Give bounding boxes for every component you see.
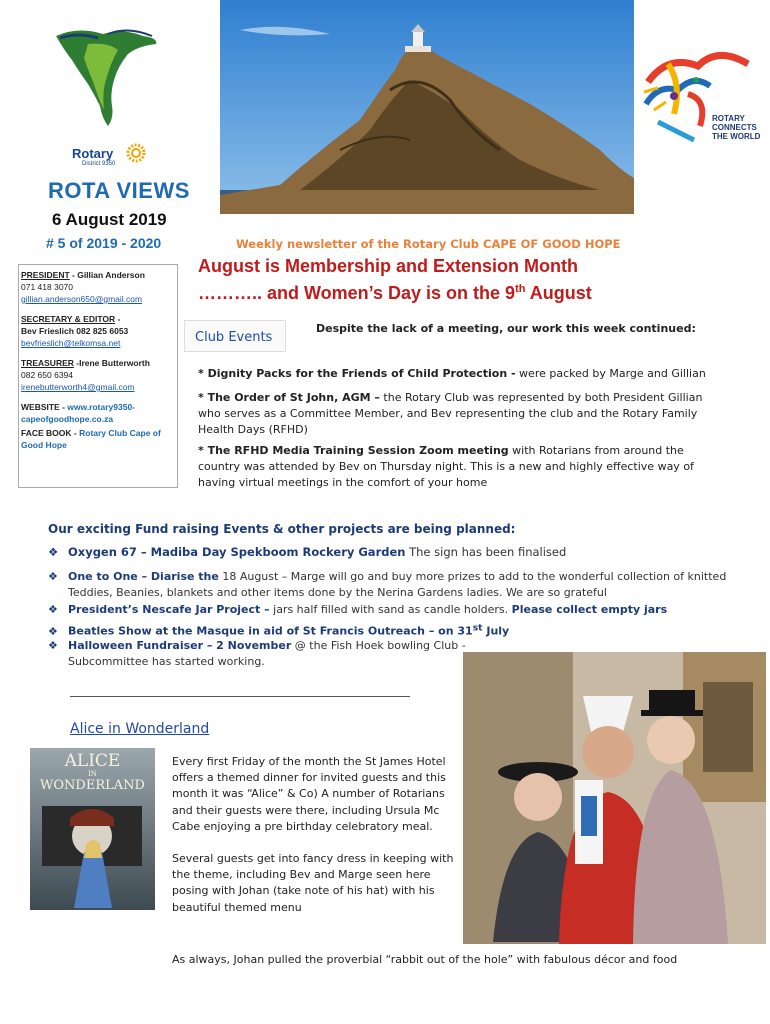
website-link[interactable]: www.rotary9350-capeofgoodhope.co.za	[21, 402, 136, 424]
poster-title-wonderland: WONDERLAND	[40, 778, 145, 793]
fundraising-item-text: 18 August – Marge will go and buy more prizes to add to the wonderful collection of knitted Teddies, Beanies, blankets and other items done by the Nerina Gardens ladies. We are so grateful	[68, 570, 727, 599]
themed-dinner-photo	[463, 652, 766, 944]
poster-title-alice: ALICE	[64, 751, 121, 771]
fundraising-item-emphasis: Please collect empty jars	[511, 603, 668, 616]
cape-point-lighthouse-photo	[220, 0, 634, 214]
diamond-bullet-icon: ❖	[48, 603, 58, 616]
secretary-email-link[interactable]: bevfrieslich@telkomsa.net	[21, 338, 121, 348]
rc-logo-line-2: CONNECTS	[712, 123, 757, 132]
treasurer-phone: 082 650 6394	[21, 370, 73, 380]
diamond-bullet-icon: ❖	[48, 570, 58, 583]
fundraising-item-text: The sign has been finalised	[405, 545, 567, 559]
website-label: WEBSITE -	[21, 402, 65, 412]
president-label: PRESIDENT	[21, 270, 70, 280]
fundraising-item	[48, 638, 468, 670]
alice-paragraph-2: Several guests get into fancy dress in keeping with the theme, including Bev and Marge seen here posing with Johan (take note of his hat) with his beautiful themed menu	[172, 852, 454, 914]
president-name: - Gillian Anderson	[69, 270, 145, 280]
club-event-item-text: were packed by Marge and Gillian	[515, 367, 706, 380]
treasurer-label: TREASURER	[21, 358, 74, 368]
cape-peninsula-map-logo	[48, 14, 168, 144]
issue-date: 6 August 2019	[52, 210, 167, 229]
headline-line-1: August is Membership and Extension Month	[198, 256, 579, 276]
diamond-bullet-icon: ❖	[48, 624, 58, 638]
alice-article	[172, 754, 457, 932]
district-label: District 9350	[82, 161, 116, 167]
fundraising-item-title-end: July	[482, 624, 510, 638]
facebook-label: FACE BOOK -	[21, 428, 77, 438]
fundraising-item-sup: st	[472, 622, 483, 633]
headline	[198, 255, 758, 305]
newsletter-tagline: Weekly newsletter of the Rotary Club CAPE OF GOOD HOPE	[236, 237, 621, 251]
diamond-bullet-icon: ❖	[48, 545, 59, 559]
treasurer-email-link[interactable]: irenebutterworth4@gmail.com	[21, 382, 135, 392]
fundraising-item	[48, 544, 728, 560]
issue-number: # 5 of 2019 - 2020	[46, 235, 162, 251]
diamond-bullet-icon: ❖	[48, 639, 58, 652]
fundraising-item-text: jars half filled with sand as candle holders.	[269, 603, 512, 616]
fundraising-item-title: Oxygen 67 – Madiba Day Spekboom Rockery Garden	[68, 545, 406, 559]
treasurer-name: -Irene Butterworth	[73, 358, 150, 368]
secretary-name-phone: Bev Frieslich 082 825 6053	[21, 326, 129, 336]
club-events-intro: Despite the lack of a meeting, our work this week continued:	[316, 322, 696, 335]
club-event-item	[198, 390, 720, 438]
headline-line-2-end: August	[525, 283, 592, 303]
club-event-item-text: the Rotary Club was represented by both President Gillian who serves as a Committee Member, and Bev representing the club and the Rotary Family Health Days (RFHD)	[198, 391, 703, 436]
rotary-wordmark: Rotary	[72, 146, 114, 161]
fundraising-item	[48, 620, 728, 640]
rc-logo-line-1: ROTARY	[712, 114, 745, 123]
fundraising-item-text: @ the Fish Hoek bowling Club - Subcommittee has started working.	[68, 639, 466, 668]
alice-in-wonderland-poster	[30, 748, 155, 910]
fundraising-item-title: One to One – Diarise the	[68, 570, 219, 583]
rotary-connects-logo	[638, 44, 768, 154]
club-event-item-text: with Rotarians from around the country was attended by Bev on Thursday night. This is a new and highly effective way of having virtual meetings in the comfort of your home	[198, 444, 694, 489]
rotary-wheel-icon	[126, 143, 146, 163]
club-event-item-title: * The RFHD Media Training Session Zoom meeting	[198, 444, 509, 457]
club-event-item	[198, 443, 720, 491]
fundraising-item-title: President’s Nescafe Jar Project –	[68, 603, 270, 616]
secretary-label: SECRETARY & EDITOR	[21, 314, 116, 324]
fundraising-item	[48, 569, 728, 601]
fundraising-item-title: Beatles Show at the Masque in aid of St Francis Outreach – on 31	[68, 624, 473, 638]
fundraising-item-title: Halloween Fundraiser – 2 November	[68, 639, 292, 652]
poster-title-in: IN	[88, 770, 97, 778]
headline-line-2: ……….. and Women’s Day is on the 9	[198, 283, 516, 303]
president-email-link[interactable]: gillian.anderson650@gmail.com	[21, 294, 143, 304]
section-divider	[70, 696, 410, 697]
president-phone: 071 418 3070	[21, 282, 73, 292]
fundraising-heading: Our exciting Fund raising Events & other projects are being planned:	[48, 522, 516, 536]
club-events-label: Club Events	[195, 330, 273, 345]
alice-paragraph-1: Every first Friday of the month the St James Hotel offers a themed dinner for invited guests and this month it was “Alice” & Co) A number of Rotarians and their guests were there, including Ursula Mc Cabe enjoying a pre birthday celebratory meal.	[172, 755, 446, 833]
club-event-item	[198, 366, 720, 382]
secretary-dash: -	[115, 314, 121, 324]
contact-box	[18, 264, 178, 488]
fundraising-item	[48, 602, 728, 618]
club-event-item-title: * Dignity Packs for the Friends of Child Protection -	[198, 367, 516, 380]
alice-section-title[interactable]: Alice in Wonderland	[70, 721, 210, 737]
facebook-link[interactable]: Rotary Club Cape of Good Hope	[21, 428, 161, 450]
club-event-item-title: * The Order of St John, AGM –	[198, 391, 380, 404]
rc-logo-line-3: THE WORLD	[712, 132, 761, 141]
headline-sup: th	[515, 283, 526, 295]
newsletter-title: ROTA VIEWS	[48, 178, 190, 203]
alice-closing-line: As always, Johan pulled the proverbial “rabbit out of the hole” with fabulous décor and food	[172, 953, 678, 966]
